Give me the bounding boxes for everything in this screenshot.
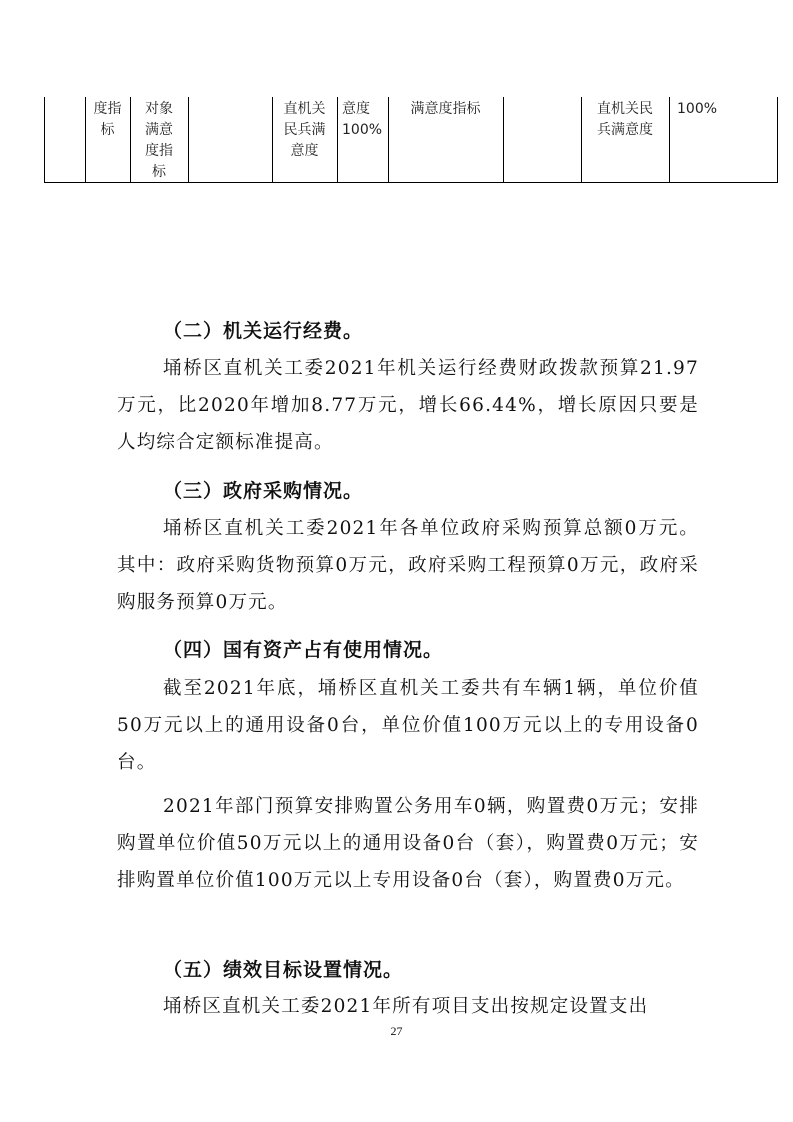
performance-table-fragment [44, 97, 778, 183]
section-heading: （四）国有资产占有使用情况。 [163, 639, 444, 661]
table-cell: 满意度指标 [410, 101, 481, 117]
paragraph: 埇桥区直机关工委2021年所有项目支出按规定设置支出 [163, 996, 649, 1017]
table-cell: 直机关民 兵满意度 [597, 101, 653, 138]
section-heading: （二）机关运行经费。 [163, 320, 364, 342]
section-heading: （五）绩效目标设置情况。 [163, 959, 404, 981]
paragraph: 埇桥区直机关工委2021年各单位政府采购预算总额0万元。其中：政府采购货物预算0万元，政府采购工程预算0万元，政府采购服务预算0万元。 [117, 518, 699, 613]
page-number: 27 [390, 1024, 403, 1038]
table-col-divider [188, 97, 189, 182]
table-cell: 意度 100% [342, 101, 383, 138]
paragraph: 截至2021年底，埇桥区直机关工委共有车辆1辆，单位价值50万元以上的通用设备0台，单位价值100万元以上的专用设备0台。 [117, 678, 699, 773]
table-col-divider [503, 97, 504, 182]
table-cell: 直机关 民兵满 意度 [283, 101, 326, 159]
table-cell: 度指 标 [93, 101, 122, 138]
section-heading: （三）政府采购情况。 [163, 480, 364, 502]
table-cell: 对象 满意 度指 标 [145, 101, 173, 180]
paragraph: 2021年部门预算安排购置公务用车0辆，购置费0万元；安排购置单位价值50万元以上的通用设备0台（套），购置费0万元；安排购置单位价值100万元以上专用设备0台（套），购置费0万元。 [117, 796, 699, 891]
paragraph: 埇桥区直机关工委2021年机关运行经费财政拨款预算21.97万元，比2020年增加8.77万元，增长66.44%，增长原因只要是人均综合定额标准提高。 [117, 358, 699, 453]
table-cell: 100% [677, 101, 718, 117]
